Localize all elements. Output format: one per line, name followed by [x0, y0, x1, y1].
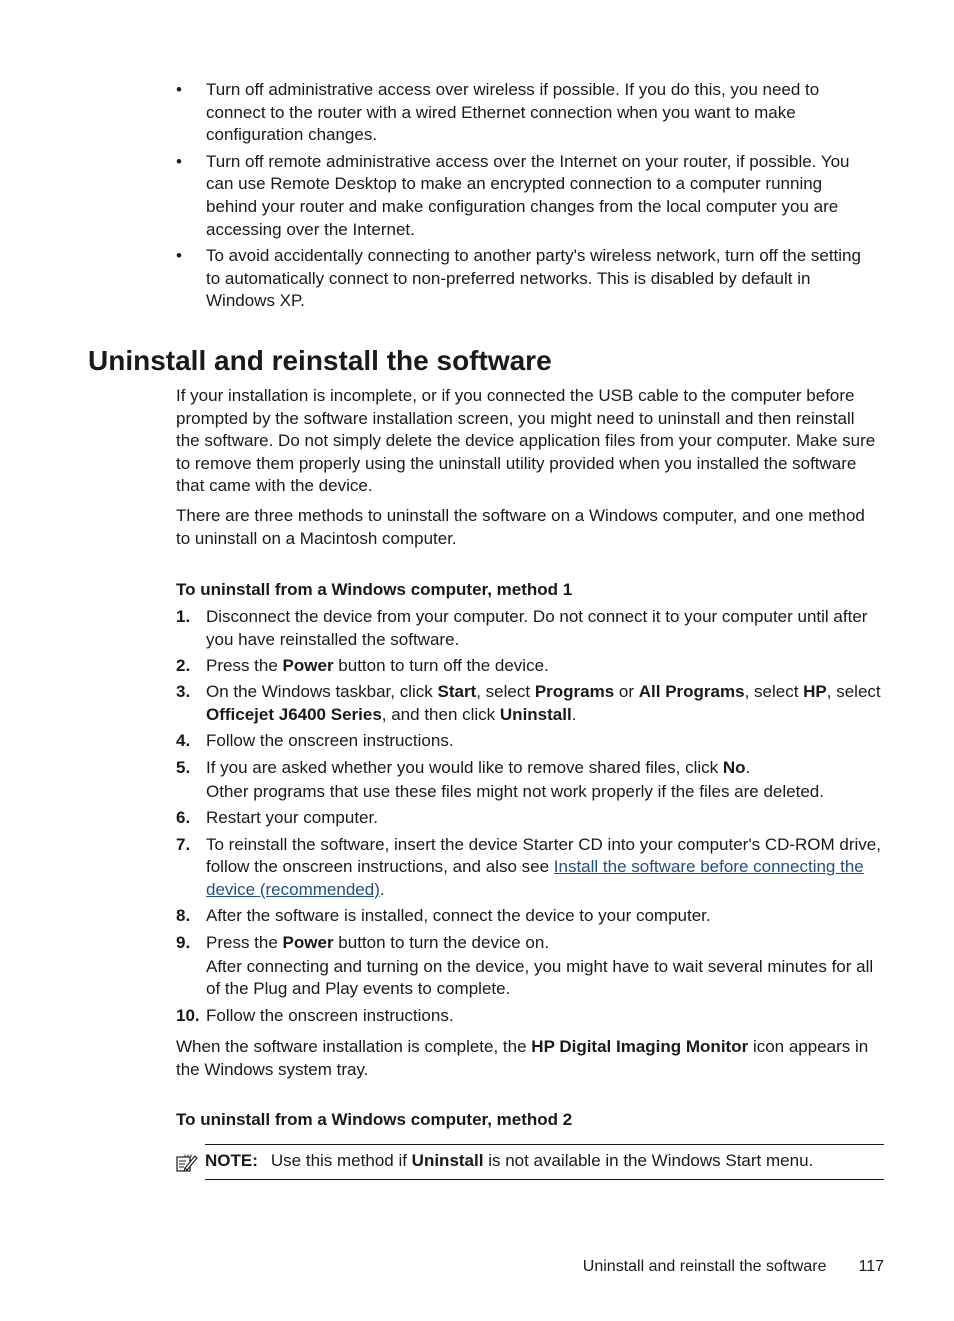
- step-item: [176, 1005, 882, 1028]
- step-text: , and then click: [381, 704, 500, 724]
- security-bullet-list: [176, 79, 876, 317]
- step-item: [176, 834, 882, 902]
- step-number: 3.: [176, 682, 191, 702]
- step-item: [176, 757, 882, 804]
- bullet-item: [176, 245, 876, 313]
- step-bold-term: Start: [437, 682, 477, 702]
- note-top-rule: [205, 1144, 884, 1145]
- step-number: 10.: [176, 1005, 200, 1025]
- install-software-link[interactable]: Install the software before connecting the device (recommended): [206, 857, 864, 899]
- note-body: is not available in the Windows Start menu.: [483, 1151, 814, 1170]
- step-number: 6.: [176, 808, 191, 828]
- step-number: 9.: [176, 932, 191, 952]
- note-body: Use this method if: [270, 1151, 412, 1170]
- step-subtext: After connecting and turning on the device, you might have to wait several minutes for all of the Plug and Play events to complete.: [206, 956, 874, 999]
- step-text: Follow the onscreen instructions.: [206, 731, 454, 751]
- note-pencil-icon: [176, 1153, 198, 1173]
- bullet-marker: •: [176, 151, 182, 171]
- bullet-text: To avoid accidentally connecting to another party's wireless network, turn off the setting to automatically connect to non-preferred networks. This is disabled by default in Windows XP.: [206, 246, 861, 311]
- step-bold-term: No: [722, 757, 746, 777]
- step-text: Disconnect the device from your computer. Do not connect it to your computer until after you have reinstalled the software.: [206, 607, 868, 649]
- methods-intro-paragraph: There are three methods to uninstall the software on a Windows computer, and one method to uninstall on a Macintosh computer.: [176, 506, 865, 548]
- step-bold-term: Power: [282, 655, 334, 675]
- step-text: .: [745, 757, 751, 777]
- step-text: If you are asked whether you would like to remove shared files, click: [206, 757, 723, 777]
- note-box: [176, 1144, 884, 1180]
- step-bold-term: All Programs: [638, 682, 745, 702]
- step-text: or: [614, 682, 639, 702]
- intro-paragraph: If your installation is incomplete, or if you connected the USB cable to the computer before prompted by the software installation screen, you might need to uninstall and then reinstall the software. Do not simply delete the device application files from your computer. Make sure to remove them properly using the uninstall utility provided when you installed the software that came with the device.: [176, 386, 876, 496]
- page-footer: [583, 1256, 884, 1279]
- step-text: .: [379, 879, 385, 899]
- closing-paragraph: [176, 1036, 882, 1081]
- step-item: [176, 932, 882, 1001]
- bullet-text: Turn off remote administrative access over the Internet on your router, if possible. You can use Remote Desktop to make an encrypted connection to a computer running behind your router and make configuration changes from the local computer you are accessing over the Internet.: [206, 151, 850, 239]
- step-number: 1.: [176, 607, 191, 626]
- bullet-marker: •: [176, 80, 182, 99]
- step-text: , select: [744, 682, 804, 702]
- step-item: [176, 606, 882, 651]
- step-text: , select: [826, 682, 881, 702]
- step-text: Press the: [206, 932, 283, 952]
- step-text: button to turn the device on.: [333, 932, 550, 952]
- section-title: Uninstall and reinstall the software: [88, 345, 552, 376]
- step-bold-term: Programs: [534, 682, 615, 702]
- step-number: 8.: [176, 906, 191, 926]
- bullet-marker: •: [176, 246, 182, 266]
- step-bold-term: Officejet J6400 Series: [206, 704, 382, 724]
- method1-steps: [176, 606, 882, 1031]
- step-bold-term: HP: [803, 682, 827, 702]
- closing-text: icon appears in the Windows system tray.: [176, 1037, 869, 1079]
- step-text: .: [571, 704, 577, 724]
- page-number: 117: [858, 1258, 884, 1275]
- bullet-item: [176, 79, 876, 147]
- bullet-item: [176, 151, 876, 241]
- step-text: Restart your computer.: [206, 808, 378, 828]
- closing-bold-term: HP Digital Imaging Monitor: [531, 1037, 749, 1056]
- step-item: [176, 730, 882, 753]
- step-subtext: Other programs that use these files might not work properly if the files are deleted.: [206, 781, 824, 801]
- step-text: button to turn off the device.: [333, 655, 549, 675]
- method1-heading: To uninstall from a Windows computer, method 1: [176, 580, 573, 599]
- step-item: [176, 681, 882, 726]
- method2-heading: To uninstall from a Windows computer, method 2: [176, 1110, 573, 1129]
- step-text: Press the: [206, 655, 283, 675]
- step-text: On the Windows taskbar, click: [206, 682, 438, 702]
- step-text: To reinstall the software, insert the device Starter CD into your computer's CD-ROM drive, follow the onscreen instructions, and also see: [206, 834, 881, 877]
- note-bottom-rule: [205, 1179, 884, 1180]
- step-bold-term: Uninstall: [499, 704, 572, 724]
- footer-section-name: Uninstall and reinstall the software: [582, 1258, 827, 1275]
- note-bold-term: Uninstall: [411, 1151, 484, 1170]
- step-text: Follow the onscreen instructions.: [206, 1005, 454, 1025]
- step-number: 7.: [176, 834, 191, 854]
- bullet-text: Turn off administrative access over wireless if possible. If you do this, you need to connect to the router with a wired Ethernet connection when you want to make configuration changes.: [206, 80, 820, 145]
- step-number: 5.: [176, 757, 191, 777]
- step-bold-term: Power: [282, 932, 334, 952]
- step-item: [176, 807, 882, 830]
- step-item: [176, 905, 882, 928]
- closing-text: When the software installation is complete, the: [176, 1037, 532, 1056]
- note-text: [205, 1150, 813, 1173]
- step-number: 4.: [176, 731, 191, 751]
- note-label: NOTE:: [205, 1151, 258, 1170]
- step-item: [176, 655, 882, 678]
- step-text: , select: [476, 682, 535, 702]
- step-number: 2.: [176, 655, 191, 675]
- step-text: After the software is installed, connect the device to your computer.: [206, 906, 711, 926]
